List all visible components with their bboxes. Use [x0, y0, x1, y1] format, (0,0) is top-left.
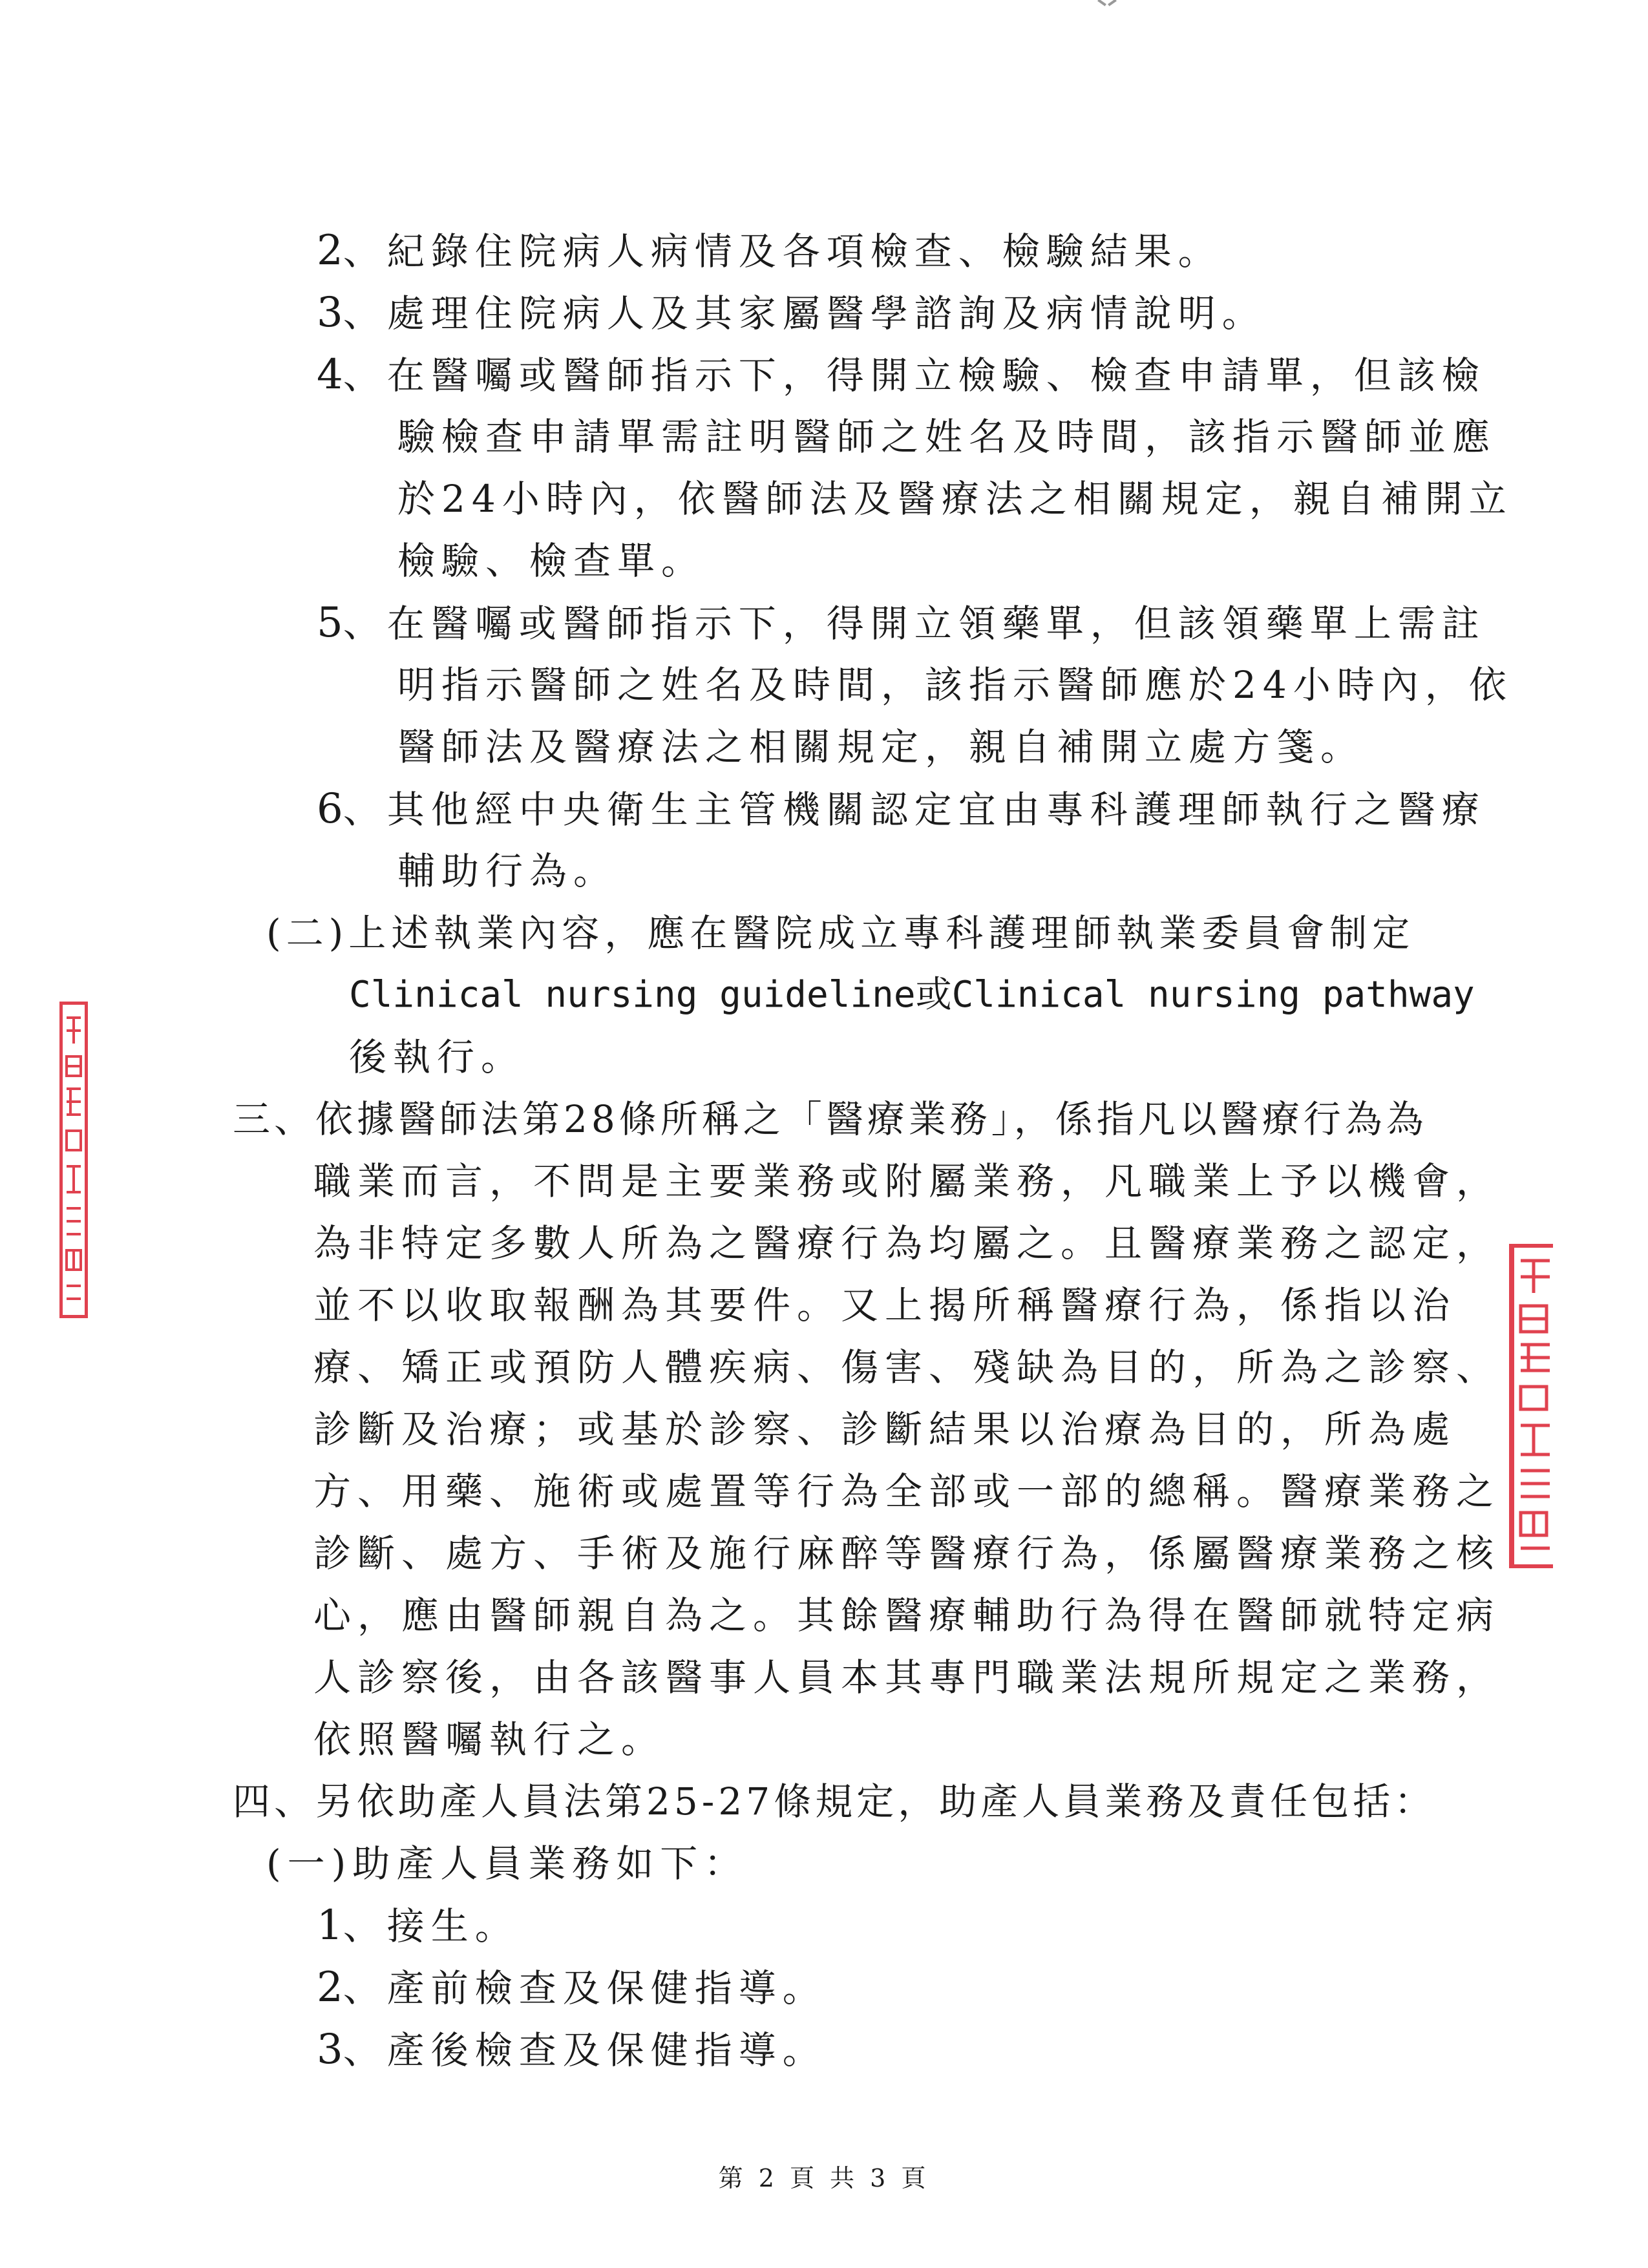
item-number: 3 — [317, 2026, 343, 2074]
section-text: 診斷、處方、手術及施行麻醉等醫療行為，係屬醫療業務之核 — [313, 1531, 1501, 1575]
item-number: 2 — [317, 1964, 343, 2011]
section-heading: (二)上述執業內容，應在醫院成立專科護理師執業委員會制定 — [266, 911, 1415, 955]
section-text: 人診察後，由各該醫事人員本其專門職業法規所規定之業務， — [313, 1655, 1501, 1699]
list-item — [317, 282, 1266, 344]
item-continuation: 明指示醫師之姓名及時間，該指示醫師應於24小時內，依 — [397, 663, 1513, 707]
right-seal-stamp — [1509, 1244, 1553, 1568]
list-item — [317, 220, 1222, 282]
list-item — [317, 344, 1486, 406]
section-text: 後執行。 — [349, 1035, 525, 1079]
item-continuation: 檢驗、檢查單。 — [397, 539, 706, 583]
item-continuation: 於24小時內，依醫師法及醫療法之相關規定，親自補開立 — [397, 477, 1513, 521]
item-text: 、其他經中央衛生主管機關認定宜由專科護理師執行之醫療 — [343, 788, 1486, 832]
item-number: 2 — [317, 227, 343, 275]
latin-text: Clinical nursing guideline或Clinical nursing pathway — [349, 974, 1475, 1016]
section-text: 依照醫囑執行之。 — [313, 1717, 666, 1761]
item-continuation: 醫師法及醫療法之相關規定，親自補開立處方箋。 — [397, 725, 1365, 769]
seal-pattern-icon — [1514, 1248, 1553, 1564]
scan-mark — [1097, 0, 1106, 6]
list-item — [317, 778, 1486, 841]
item-text: 、在醫囑或醫師指示下，得開立領藥單，但該領藥單上需註 — [343, 602, 1486, 646]
section-text: 診斷及治療；或基於診察、診斷結果以治療為目的，所為處 — [313, 1407, 1457, 1451]
item-text: 、產後檢查及保健指導。 — [343, 2028, 827, 2072]
item-number: 4 — [317, 351, 343, 399]
item-number: 5 — [317, 599, 343, 647]
item-text: 、處理住院病人及其家屬醫學諮詢及病情說明。 — [343, 291, 1266, 335]
item-continuation: 驗檢查申請單需註明醫師之姓名及時間，該指示醫師並應 — [397, 415, 1497, 459]
item-text: 、紀錄住院病人病情及各項檢查、檢驗結果。 — [343, 229, 1222, 273]
section-text: 職業而言，不問是主要業務或附屬業務，凡職業上予以機會， — [313, 1159, 1501, 1203]
section-text: 並不以收取報酬為其要件。又上揭所稱醫療行為，係指以治 — [313, 1283, 1457, 1327]
item-number: 6 — [317, 785, 343, 833]
subsection-heading: (一)助產人員業務如下： — [266, 1842, 748, 1885]
item-text: 、在醫囑或醫師指示下，得開立檢驗、檢查申請單，但該檢 — [343, 353, 1486, 397]
section-text: 心，應由醫師親自為之。其餘醫療輔助行為得在醫師就特定病 — [313, 1593, 1501, 1637]
seal-pattern-icon — [63, 1005, 85, 1315]
list-item — [317, 592, 1486, 655]
left-seal-stamp — [59, 1002, 88, 1318]
item-number: 3 — [317, 289, 343, 337]
item-text: 、接生。 — [343, 1904, 519, 1948]
section-heading: 四、另依助產人員法第25-27條規定，助產人員業務及責任包括： — [233, 1780, 1436, 1823]
list-item — [317, 1895, 519, 1957]
item-continuation: 輔助行為。 — [397, 849, 618, 893]
section-text: 療、矯正或預防人體疾病、傷害、殘缺為目的，所為之診察、 — [313, 1345, 1501, 1389]
section-text: 方、用藥、施術或處置等行為全部或一部的總稱。醫療業務之 — [313, 1469, 1501, 1513]
item-number: 1 — [317, 1902, 343, 1949]
list-item — [317, 1957, 827, 2019]
scan-mark — [1108, 0, 1117, 6]
section-heading: 三、依據醫師法第28條所稱之「醫療業務」，係指凡以醫療行為為 — [233, 1097, 1428, 1141]
list-item — [317, 2019, 827, 2081]
item-text: 、產前檢查及保健指導。 — [343, 1966, 827, 2010]
section-text: 為非特定多數人所為之醫療行為均屬之。且醫療業務之認定， — [313, 1221, 1501, 1265]
page-number: 第 2 頁 共 3 頁 — [718, 2164, 930, 2192]
